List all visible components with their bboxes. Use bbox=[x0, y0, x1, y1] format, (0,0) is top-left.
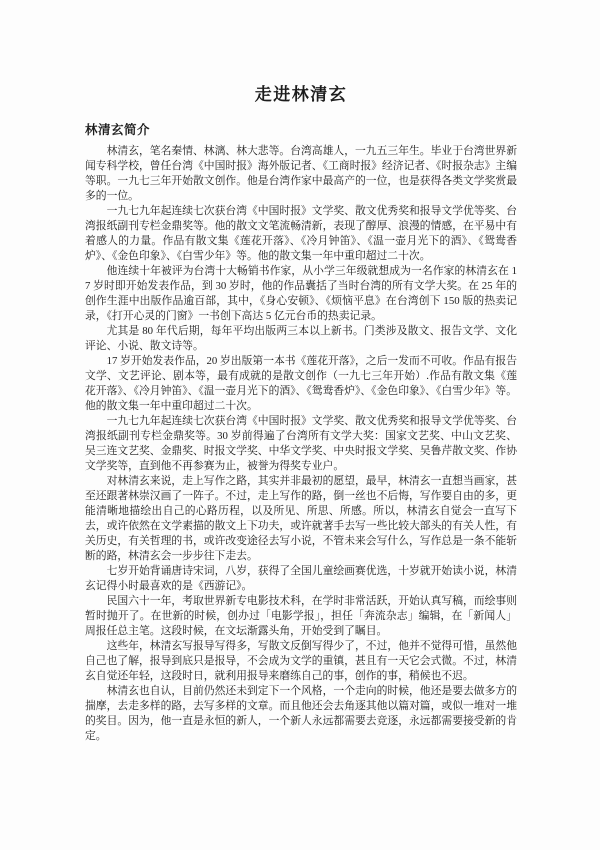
paragraph: 这些年，林清玄写报导写得多，写散文反倒写得少了，不过，他并不觉得可惜，虽然他自己也了解，报导到底只是报导，不会成为文学的重镇，甚且有一天它会式微。不过，林清玄自觉还年轻，这段时日，就利用报导来磨练自己的事，创作的事，稍候也不迟。 bbox=[85, 640, 517, 682]
document-body bbox=[85, 144, 517, 744]
section-heading: 林清玄简介 bbox=[85, 123, 151, 137]
document-title: 走进林清玄 bbox=[254, 85, 348, 104]
paragraph: 一九七九年起连续七次获台湾《中国时报》文学奖、散文优秀奖和报导文学优等奖、台湾报纸副刊专栏金鼎奖等。他的散文文笔流畅清新，表现了醇厚、浪漫的情感，在平易中有着感人的力量。作品有散文集《莲花开落》、《冷月钟笛》、《温一壶月光下的酒》、《鸳鸯香炉》、《金色印象》、《白雪少年》等。他的散文集一年中重印超过二十次。 bbox=[85, 205, 517, 262]
paragraph: 他连续十年被评为台湾十大畅销书作家，从小学三年级就想成为一名作家的林清玄在 17 岁时即开始发表作品，到 30 岁时，他的作品囊括了当时台湾的所有文学大奖。在 25 年的创作生涯中出版作品逾百部，其中，《身心安顿》、《烦恼平息》在台湾创下 150 版的热卖记录，《打开心灵的门窗》一书创下高达 5 亿元台币的热卖记录。 bbox=[85, 265, 517, 322]
paragraph: 林清玄，笔名秦情、林漓、林大悲等。台湾高雄人，一九五三年生。毕业于台湾世界新闻专科学校，曾任台湾《中国时报》海外版记者、《工商时报》经济记者、《时报杂志》主编等职。一九七三年开始散文创作。他是台湾作家中最高产的一位，也是获得各类文学奖赏最多的一位。 bbox=[85, 145, 517, 202]
paragraph: 七岁开始背诵唐诗宋词，八岁，获得了全国儿童绘画赛优选，十岁就开始读小说，林清玄记得小时最喜欢的是《西游记》。 bbox=[85, 565, 517, 592]
paragraph: 尤其是 80 年代后期，每年平均出版两三本以上新书。门类涉及散文、报告文学、文化评论、小说、散文诗等。 bbox=[85, 325, 517, 352]
paragraph: 民国六十一年，考取世界新专电影技术科，在学时非常活跃，开始认真写稿，而绘事则暂时抛开了。在世新的时候，创办过「电影学报」，担任「奔流杂志」编辑，在「新闻人」周报任总主笔。这段时候，在文坛渐露头角，开始受到了瞩目。 bbox=[85, 595, 517, 637]
paragraph: 对林清玄来说，走上写作之路，其实并非最初的愿望，最早，林清玄一直想当画家，甚至还跟著林崇汉画了一阵子。不过，走上写作的路，倒一丝也不后悔，写作要自由的多，更能清晰地描绘出自己的心路历程，以及所见、所思、所感。所以，林清玄自觉会一直写下去，或许依然在文学素描的散文上下功夫，或许就著手去写一些比较大部头的有关人性，有关历史，有关哲理的书，或许改变途径去写小说，不管未来会写什么，写作总是一条不能斩断的路，林清玄会一步步往下走去。 bbox=[85, 475, 517, 562]
paragraph: 林清玄也自认，目前仍然还未到定下一个风格，一个走向的时候，他还是要去做多方的揣摩，去走多样的路，去写多样的文章。而且他还会去角逐其他以篇对篇，或似一堆对一堆的奖目。因为，他一直是永恒的新人，一个新人永远都需要去竞逐，永远都需要接受新的肯定。 bbox=[85, 685, 517, 742]
paragraph: 17 岁开始发表作品，20 岁出版第一本书《莲花开落》，之后一发而不可收。作品有报告文学、文艺评论、剧本等，最有成就的是散文创作（一九七三年开始）.作品有散文集《莲花开落》、《冷月钟笛》、《温一壶月光下的酒》、《鸳鸯香炉》、《金色印象》、《白雪少年》等。他的散文集一年中重印超过二十次。 bbox=[85, 355, 517, 412]
paragraph: 一九七九年起连续七次获台湾《中国时报》文学奖、散文优秀奖和报导文学优等奖、台湾报纸副刊专栏金鼎奖等。30 岁前得遍了台湾所有文学大奖：国家文艺奖、中山文艺奖、吴三连文艺奖、金鼎奖、时报文学奖、中华文学奖、中央时报文学奖、吴鲁芹散文奖、作协文学奖等，直到他不再参赛为止，被誉为得奖专业户。 bbox=[85, 415, 517, 472]
